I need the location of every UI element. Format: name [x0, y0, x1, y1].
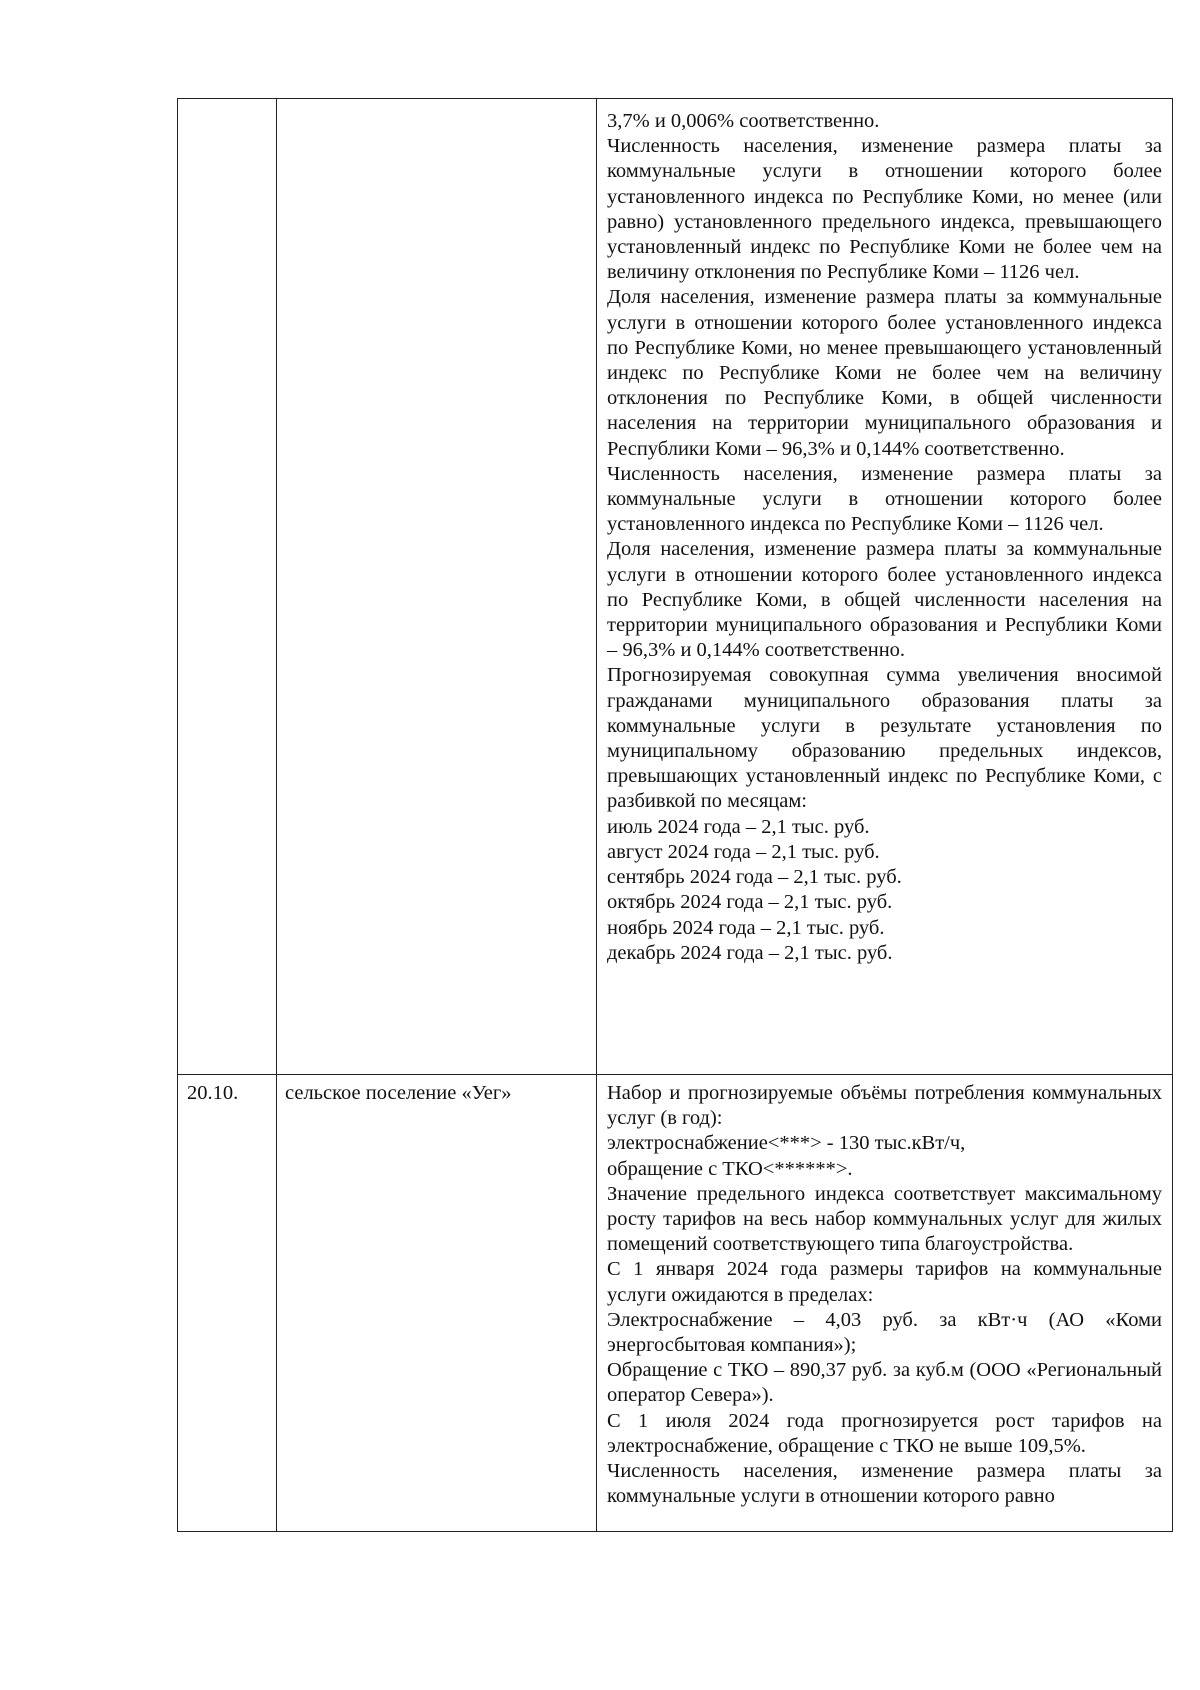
paragraph: С 1 июля 2024 года прогнозируется рост тарифов на электроснабжение, обращение с ТКО не выше 109,5%. — [607, 1409, 1162, 1457]
description-cell — [597, 99, 1173, 1075]
paragraph: Прогнозируемая совокупная сумма увеличения вносимой гражданами муниципального образования платы за коммунальные услуги в результате установления по муниципальному образованию предельных индексов, превышающих установленный индекс по Республике Коми, с разбивкой по месяцам: — [607, 664, 1162, 813]
month-line: декабрь 2024 года – 2,1 тыс. руб. — [607, 941, 893, 964]
paragraph: Набор и прогнозируемые объёмы потребления коммунальных услуг (в год): — [607, 1082, 1162, 1130]
paragraph: Электроснабжение – 4,03 руб. за кВт·ч (АО «Коми энергосбытовая компания»); — [607, 1308, 1162, 1357]
month-line: ноябрь 2024 года – 2,1 тыс. руб. — [607, 916, 885, 939]
description-cell — [597, 1075, 1173, 1532]
service-line: обращение с ТКО<******>. — [607, 1157, 853, 1180]
paragraph: Значение предельного индекса соответствует максимальному росту тарифов на весь набор коммунальных услуг для жилых помещений соответствующего типа благоустройства. — [607, 1182, 1162, 1256]
paragraph: Численность населения, изменение размера платы за коммунальные услуги в отношении которого более установленного индекса по Республике Коми – 1126 чел. — [607, 462, 1162, 536]
document-table — [177, 98, 1173, 1532]
row-number-cell — [178, 99, 277, 1075]
month-line: август 2024 года – 2,1 тыс. руб. — [607, 840, 880, 863]
month-line: октябрь 2024 года – 2,1 тыс. руб. — [607, 891, 893, 914]
service-line: электроснабжение<***> - 130 тыс.кВт/ч, — [607, 1132, 966, 1155]
paragraph: Численность населения, изменение размера платы за коммунальные услуги в отношении которого равно — [607, 1460, 1162, 1508]
month-line: июль 2024 года – 2,1 тыс. руб. — [607, 815, 870, 838]
paragraph: Обращение с ТКО – 890,37 руб. за куб.м (ООО «Региональный оператор Севера»). — [607, 1359, 1162, 1407]
table-row — [178, 99, 1173, 1075]
paragraph: 3,7% и 0,006% соответственно. — [607, 110, 880, 132]
paragraph: С 1 января 2024 года размеры тарифов на коммунальные услуги ожидаются в пределах: — [607, 1258, 1162, 1306]
month-line: сентябрь 2024 года – 2,1 тыс. руб. — [607, 866, 902, 889]
municipality-name-cell: сельское поселение «Уег» — [277, 1075, 597, 1532]
paragraph: Доля населения, изменение размера платы за коммунальные услуги в отношении которого более установленного индекса по Республике Коми, но менее превышающего установленный индекс по Республике Коми не более чем на величину отклонения по Республике Коми, в общей численности населения на территории муниципального образования и Республики Коми – 96,3% и 0,144% соответственно. — [607, 286, 1162, 460]
row-number-cell: 20.10. — [178, 1075, 277, 1532]
municipality-name-cell — [277, 99, 597, 1075]
paragraph: Доля населения, изменение размера платы за коммунальные услуги в отношении которого более установленного индекса по Республике Коми, в общей численности населения на территории муниципального образования и Республики Коми – 96,3% и 0,144% соответственно. — [607, 538, 1162, 662]
table-row — [178, 1075, 1173, 1532]
paragraph: Численность населения, изменение размера платы за коммунальные услуги в отношении которого более установленного индекса по Республике Коми, но менее (или равно) установленного предельного индекса, превышающего установленный индекс по Республике Коми не более чем на величину отклонения по Республике Коми – 1126 чел. — [607, 135, 1162, 284]
